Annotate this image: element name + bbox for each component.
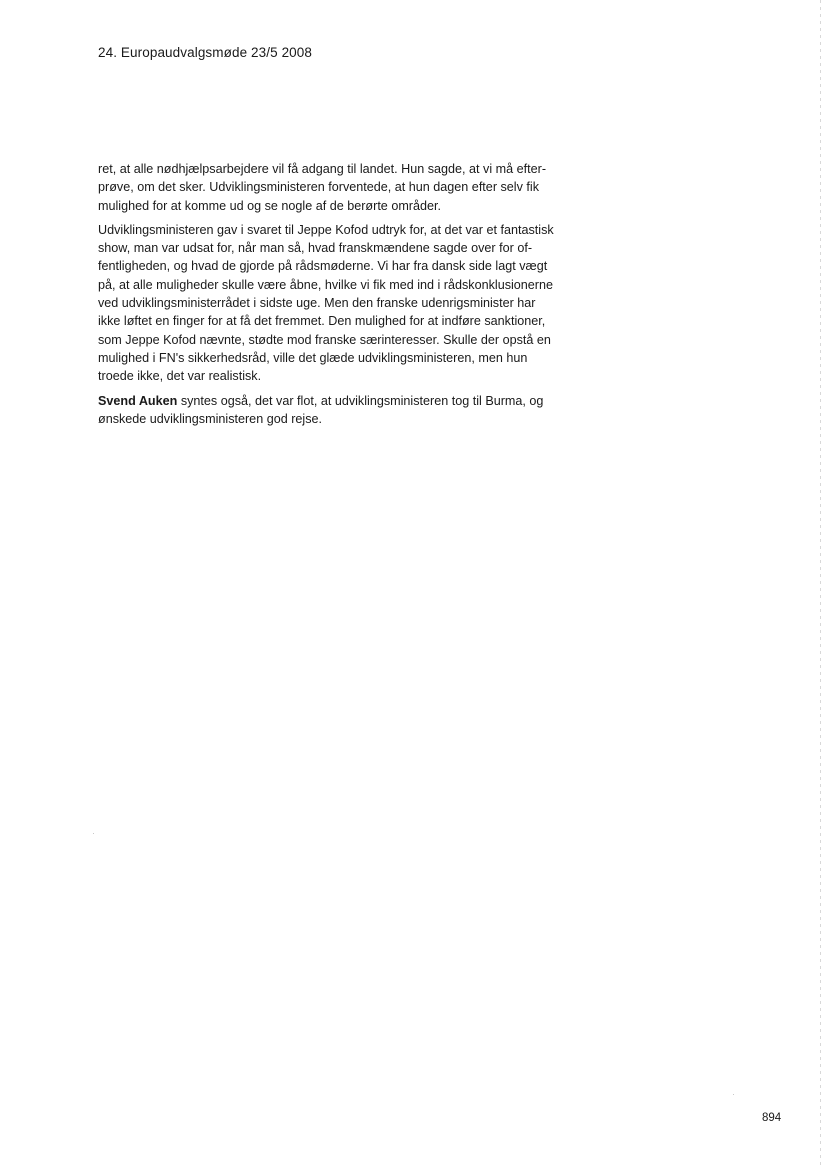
paragraph-3 — [98, 392, 590, 429]
text-line: show, man var udsat for, når man så, hvad franskmændene sagde over for of- — [98, 241, 533, 256]
document-body — [98, 160, 590, 434]
scan-edge-artifact — [820, 0, 821, 1167]
page-number: 894 — [762, 1112, 782, 1124]
text-line: fentligheden, og hvad de gjorde på rådsmøderne. Vi har fra dansk side lagt vægt — [98, 259, 548, 274]
text-line: mulighed i FN's sikkerhedsråd, ville det glæde udviklingsministeren, men hun — [98, 350, 528, 365]
text-line: prøve, om det sker. Udviklingsministeren forventede, at hun dagen efter selv fik — [98, 180, 539, 195]
text-line — [98, 392, 590, 410]
text-line: ved udviklingsministerrådet i sidste uge. Men den franske udenrigsminister har — [98, 296, 536, 311]
text-line: som Jeppe Kofod nævnte, stødte mod franske særinteresser. Skulle der opstå en — [98, 332, 551, 347]
text-line: ønskede udviklingsministeren god rejse. — [98, 411, 323, 426]
paragraph-1 — [98, 160, 590, 215]
paragraph-2 — [98, 221, 590, 386]
speaker-name: Svend Auken — [98, 393, 178, 408]
text-line: Udviklingsministeren gav i svaret til Jeppe Kofod udtryk for, at det var et fantastisk — [98, 222, 554, 237]
speaker-statement: syntes også, det var flot, at udviklingsministeren tog til Burma, og — [177, 393, 544, 408]
text-line: mulighed for at komme ud og se nogle af de berørte områder. — [98, 198, 442, 213]
text-line: ikke løftet en finger for at få det fremmet. Den mulighed for at indføre sanktioner, — [98, 314, 546, 329]
scan-speck — [93, 833, 94, 834]
text-line: ret, at alle nødhjælpsarbejdere vil få adgang til landet. Hun sagde, at vi må efter- — [98, 162, 547, 176]
text-line: på, at alle muligheder skulle være åbne, hvilke vi fik med ind i rådskonklusionerne — [98, 277, 554, 292]
scan-speck — [733, 1094, 734, 1095]
page-header: 24. Europaudvalgsmøde 23/5 2008 — [98, 45, 312, 60]
text-line: troede ikke, det var realistisk. — [98, 369, 262, 384]
